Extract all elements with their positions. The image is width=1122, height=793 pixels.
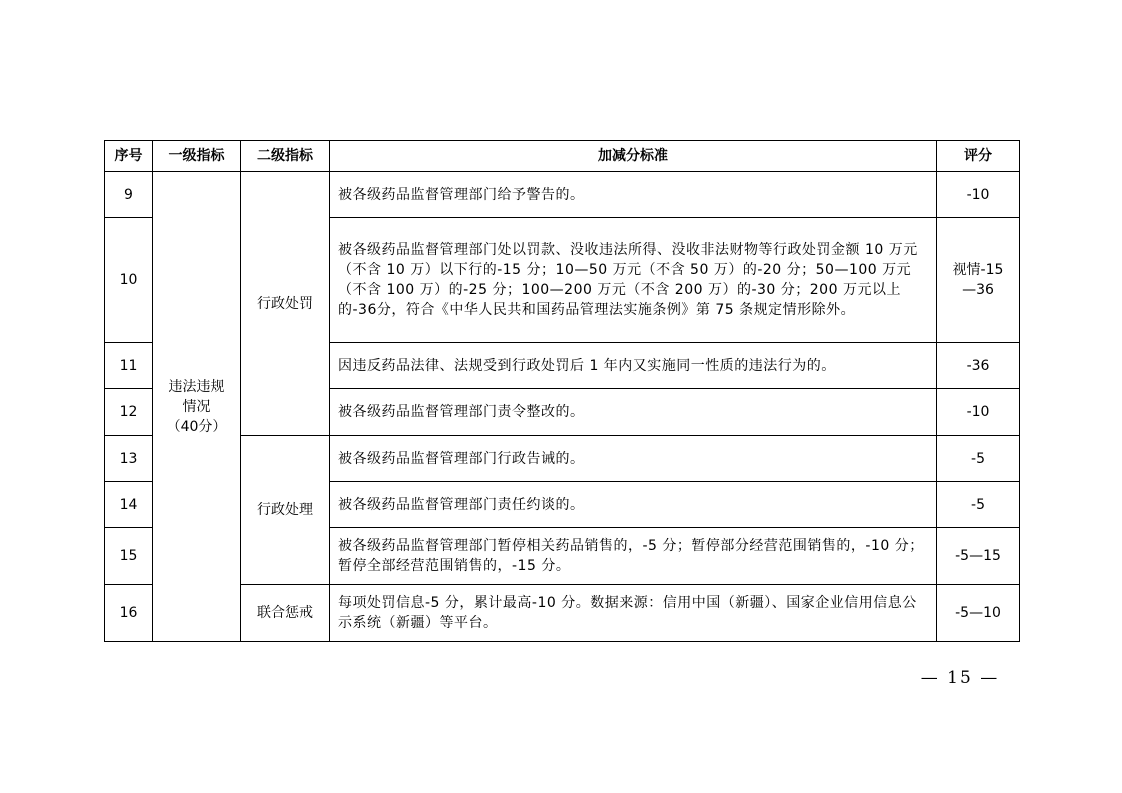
cat2-admin-penalty: 行政处罚 bbox=[241, 172, 330, 436]
cat1-line3: （40分） bbox=[166, 418, 227, 435]
standard-text: 被各级药品监督管理部门处以罚款、没收违法所得、没收非法财物等行政处罚金额 10 万元（不含 10 万）以下行的-15 分；10—50 万元（不含 50 万）的-20 分；50—100 万元（不含 100 万）的-25 分；100—200 万元（不含 200 万）的-30 分；200 万元以上的-36分，符合《中华人民共和国药品管理法实施条例》第 75 条规定情形除外。 bbox=[330, 218, 937, 343]
standard-text: 被各级药品监督管理部门暂停相关药品销售的，-5 分；暂停部分经营范围销售的，-10 分；暂停全部经营范围销售的，-15 分。 bbox=[330, 528, 937, 585]
cat1-line2: 情况 bbox=[182, 398, 211, 415]
row-number: 12 bbox=[105, 389, 153, 436]
score-line1: 视情-15 bbox=[952, 262, 1004, 278]
score-value: -10 bbox=[937, 389, 1020, 436]
header-row bbox=[105, 141, 1020, 172]
row-number: 13 bbox=[105, 436, 153, 482]
row-number: 16 bbox=[105, 585, 153, 642]
score-line2: —36 bbox=[962, 282, 994, 298]
row-number: 10 bbox=[105, 218, 153, 343]
cat1-violations bbox=[153, 172, 241, 642]
header-std: 加减分标准 bbox=[330, 141, 937, 172]
standard-text: 被各级药品监督管理部门责任约谈的。 bbox=[330, 482, 937, 528]
header-score: 评分 bbox=[937, 141, 1020, 172]
row-number: 9 bbox=[105, 172, 153, 218]
score-value: -5 bbox=[937, 436, 1020, 482]
cat2-admin-handling: 行政处理 bbox=[241, 436, 330, 585]
score-value: -5—15 bbox=[937, 528, 1020, 585]
header-cat1: 一级指标 bbox=[153, 141, 241, 172]
cat1-line1: 违法违规 bbox=[168, 378, 225, 395]
standard-text: 被各级药品监督管理部门给予警告的。 bbox=[330, 172, 937, 218]
score-value: -5—10 bbox=[937, 585, 1020, 642]
standard-text: 每项处罚信息-5 分，累计最高-10 分。数据来源：信用中国（新疆）、国家企业信用信息公示系统（新疆）等平台。 bbox=[330, 585, 937, 642]
row-number: 15 bbox=[105, 528, 153, 585]
table-row bbox=[105, 172, 1020, 218]
page-number: — 15 — bbox=[920, 668, 1000, 688]
score-value bbox=[937, 218, 1020, 343]
table-row bbox=[105, 436, 1020, 482]
header-num: 序号 bbox=[105, 141, 153, 172]
header-cat2: 二级指标 bbox=[241, 141, 330, 172]
standard-text: 因违反药品法律、法规受到行政处罚后 1 年内又实施同一性质的违法行为的。 bbox=[330, 343, 937, 389]
score-value: -10 bbox=[937, 172, 1020, 218]
standard-text: 被各级药品监督管理部门行政告诫的。 bbox=[330, 436, 937, 482]
table-row bbox=[105, 585, 1020, 642]
row-number: 14 bbox=[105, 482, 153, 528]
score-value: -5 bbox=[937, 482, 1020, 528]
score-value: -36 bbox=[937, 343, 1020, 389]
standard-text: 被各级药品监督管理部门责令整改的。 bbox=[330, 389, 937, 436]
score-table bbox=[104, 140, 1020, 642]
row-number: 11 bbox=[105, 343, 153, 389]
cat2-joint-discipline: 联合惩戒 bbox=[241, 585, 330, 642]
